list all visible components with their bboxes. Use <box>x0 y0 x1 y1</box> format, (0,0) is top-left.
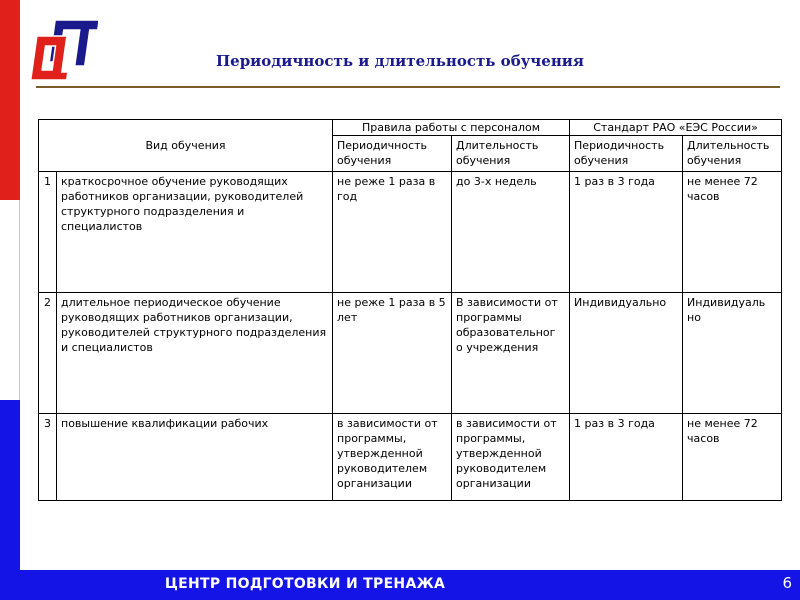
header-group-rules: Правила работы с персоналом <box>333 120 570 136</box>
logo-icon <box>26 14 98 84</box>
header-group-standard: Стандарт РАО «ЕЭС России» <box>570 120 782 136</box>
table-row <box>39 293 782 414</box>
sidebar-white-band <box>0 200 20 400</box>
page-number: 6 <box>782 574 792 592</box>
header-duration-2: Длительность обучения <box>683 136 782 172</box>
table-header-row <box>39 120 782 136</box>
row-kind: длительное периодическое обучение руководящих работников организации, руководителей структурного подразделения и специалистов <box>57 293 333 414</box>
row-kind: повышение квалификации рабочих <box>57 414 333 501</box>
table-row <box>39 414 782 501</box>
sidebar-red-band <box>0 0 20 200</box>
row-number: 1 <box>39 172 57 293</box>
title-divider <box>36 86 780 88</box>
row-periodicity-standard: 1 раз в 3 года <box>570 172 683 293</box>
row-duration-standard: не менее 72 часов <box>683 414 782 501</box>
row-duration-rules: до 3-х недель <box>452 172 570 293</box>
row-duration-rules: в зависимости от программы, утвержденной руководителем организации <box>452 414 570 501</box>
training-table <box>38 119 782 501</box>
page-title: Периодичность и длительность обучения <box>215 52 585 70</box>
header-periodicity-1: Периодичность обучения <box>333 136 452 172</box>
row-kind: краткосрочное обучение руководящих работников организации, руководителей структурного подразделения и специалистов <box>57 172 333 293</box>
row-periodicity-rules: в зависимости от программы, утвержденной руководителем организации <box>333 414 452 501</box>
row-periodicity-standard: Индивидуально <box>570 293 683 414</box>
row-periodicity-rules: не реже 1 раза в 5 лет <box>333 293 452 414</box>
row-duration-standard: не менее 72 часов <box>683 172 782 293</box>
footer-bar <box>20 570 800 600</box>
row-number: 3 <box>39 414 57 501</box>
footer-label: ЦЕНТР ПОДГОТОВКИ И ТРЕНАЖА <box>164 576 446 592</box>
table-row <box>39 172 782 293</box>
sidebar-blue-band <box>0 400 20 600</box>
row-periodicity-rules: не реже 1 раза в год <box>333 172 452 293</box>
header-duration-1: Длительность обучения <box>452 136 570 172</box>
sidebar-stripe <box>0 0 20 600</box>
row-duration-standard: Индивидуаль но <box>683 293 782 414</box>
row-periodicity-standard: 1 раз в 3 года <box>570 414 683 501</box>
header-kind: Вид обучения <box>39 120 333 172</box>
row-duration-rules: В зависимости от программы образовательног о учреждения <box>452 293 570 414</box>
header-periodicity-2: Периодичность обучения <box>570 136 683 172</box>
row-number: 2 <box>39 293 57 414</box>
